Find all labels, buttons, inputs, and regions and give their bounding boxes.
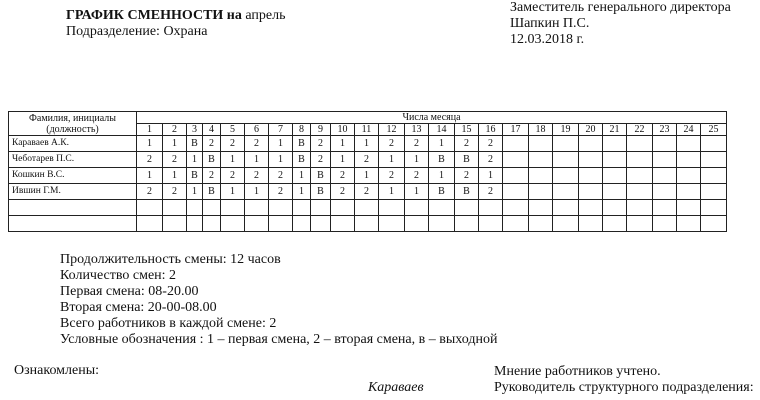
empty-cell bbox=[269, 200, 293, 216]
shift-cell: 2 bbox=[479, 184, 503, 200]
empty-cell bbox=[9, 200, 137, 216]
shift-cell bbox=[603, 184, 627, 200]
shift-cell bbox=[579, 152, 603, 168]
shift-cell bbox=[627, 136, 653, 152]
signature-karavaev: Караваев bbox=[368, 380, 424, 395]
second-shift: Вторая смена: 20-00-08.00 bbox=[60, 300, 217, 315]
day-number: 17 bbox=[503, 124, 529, 136]
shift-cell: В bbox=[311, 184, 331, 200]
shift-cell: 2 bbox=[405, 136, 429, 152]
shift-cell: В bbox=[455, 184, 479, 200]
day-number: 25 bbox=[701, 124, 727, 136]
shift-cell: 2 bbox=[163, 152, 187, 168]
shift-cell: 1 bbox=[245, 184, 269, 200]
empty-cell bbox=[603, 200, 627, 216]
shift-cell: В bbox=[187, 136, 203, 152]
shift-cell bbox=[553, 184, 579, 200]
day-number: 1 bbox=[137, 124, 163, 136]
document-title-month: апрель bbox=[241, 8, 286, 23]
shift-cell: 2 bbox=[221, 168, 245, 184]
empty-cell bbox=[677, 216, 701, 232]
day-number: 8 bbox=[293, 124, 311, 136]
day-number: 6 bbox=[245, 124, 269, 136]
shift-cell: 1 bbox=[479, 168, 503, 184]
empty-cell bbox=[355, 216, 379, 232]
empty-cell bbox=[405, 200, 429, 216]
shift-cell: 1 bbox=[137, 136, 163, 152]
shift-cell bbox=[553, 152, 579, 168]
shift-cell: 1 bbox=[405, 152, 429, 168]
shift-cell: 1 bbox=[163, 136, 187, 152]
shift-cell: 1 bbox=[293, 184, 311, 200]
shift-cell: 1 bbox=[163, 168, 187, 184]
shift-cell bbox=[579, 184, 603, 200]
shift-cell: 1 bbox=[331, 136, 355, 152]
shift-cell: 2 bbox=[331, 168, 355, 184]
shift-cell: В bbox=[311, 168, 331, 184]
day-number: 14 bbox=[429, 124, 455, 136]
approver-date: 12.03.2018 г. bbox=[510, 32, 585, 47]
day-number: 22 bbox=[627, 124, 653, 136]
shift-cell bbox=[701, 168, 727, 184]
empty-cell bbox=[293, 216, 311, 232]
employee-name: Караваев А.К. bbox=[9, 136, 137, 152]
empty-cell bbox=[163, 216, 187, 232]
shift-cell: 2 bbox=[245, 168, 269, 184]
shift-cell: 2 bbox=[379, 136, 405, 152]
day-number: 9 bbox=[311, 124, 331, 136]
shift-cell: 1 bbox=[221, 184, 245, 200]
empty-cell bbox=[455, 200, 479, 216]
empty-table-row bbox=[9, 216, 727, 232]
shift-cell: 2 bbox=[245, 136, 269, 152]
shift-cell: 2 bbox=[269, 168, 293, 184]
approver-position: Заместитель генерального директора bbox=[510, 0, 731, 15]
day-number: 20 bbox=[579, 124, 603, 136]
shift-cell bbox=[579, 168, 603, 184]
table-header-row bbox=[9, 112, 727, 124]
empty-cell bbox=[163, 200, 187, 216]
day-number: 23 bbox=[653, 124, 677, 136]
shift-cell: 1 bbox=[269, 152, 293, 168]
shift-cell bbox=[529, 184, 553, 200]
empty-cell bbox=[379, 200, 405, 216]
empty-cell bbox=[701, 200, 727, 216]
approver-name: Шапкин П.С. bbox=[510, 16, 590, 31]
day-number: 24 bbox=[677, 124, 701, 136]
name-column-header: Фамилия, инициалы (должность) bbox=[9, 112, 137, 136]
document-title-bold: ГРАФИК СМЕННОСТИ на bbox=[66, 8, 242, 23]
empty-cell bbox=[245, 216, 269, 232]
shift-cell: 1 bbox=[379, 152, 405, 168]
shift-cell: В bbox=[187, 168, 203, 184]
day-number: 11 bbox=[355, 124, 379, 136]
empty-cell bbox=[331, 216, 355, 232]
day-number: 19 bbox=[553, 124, 579, 136]
shift-cell: 2 bbox=[455, 136, 479, 152]
shift-cell: 2 bbox=[405, 168, 429, 184]
empty-cell bbox=[579, 200, 603, 216]
employee-name: Кошкин В.С. bbox=[9, 168, 137, 184]
shift-cell: В bbox=[455, 152, 479, 168]
workers-opinion: Мнение работников учтено. bbox=[494, 364, 661, 379]
empty-cell bbox=[603, 216, 627, 232]
subdivision-line: Подразделение: Охрана bbox=[66, 24, 208, 39]
shift-cell bbox=[627, 168, 653, 184]
day-number: 7 bbox=[269, 124, 293, 136]
shift-cell bbox=[653, 136, 677, 152]
shift-cell: 1 bbox=[293, 168, 311, 184]
shift-cell: 2 bbox=[221, 136, 245, 152]
shift-cell: В bbox=[203, 152, 221, 168]
shift-cell bbox=[677, 136, 701, 152]
empty-cell bbox=[221, 200, 245, 216]
shift-cell: В bbox=[203, 184, 221, 200]
day-number: 2 bbox=[163, 124, 187, 136]
empty-cell bbox=[293, 200, 311, 216]
shift-cell: 1 bbox=[429, 136, 455, 152]
shift-cell: 1 bbox=[355, 136, 379, 152]
shift-cell: 2 bbox=[203, 136, 221, 152]
day-number: 16 bbox=[479, 124, 503, 136]
empty-cell bbox=[187, 200, 203, 216]
day-number: 5 bbox=[221, 124, 245, 136]
shift-cell: 2 bbox=[311, 152, 331, 168]
shift-cell bbox=[603, 152, 627, 168]
shift-cell bbox=[653, 152, 677, 168]
shift-cell: 2 bbox=[479, 152, 503, 168]
empty-cell bbox=[429, 200, 455, 216]
shift-cell bbox=[529, 136, 553, 152]
employee-name: Чеботарев П.С. bbox=[9, 152, 137, 168]
shift-cell: В bbox=[293, 152, 311, 168]
empty-cell bbox=[311, 216, 331, 232]
empty-cell bbox=[503, 216, 529, 232]
day-number: 18 bbox=[529, 124, 553, 136]
shift-cell: 1 bbox=[221, 152, 245, 168]
shift-cell bbox=[529, 168, 553, 184]
shift-cell bbox=[503, 152, 529, 168]
shift-cell: 1 bbox=[405, 184, 429, 200]
table-row bbox=[9, 136, 727, 152]
empty-cell bbox=[553, 216, 579, 232]
table-row bbox=[9, 152, 727, 168]
shift-cell: В bbox=[293, 136, 311, 152]
empty-cell bbox=[203, 216, 221, 232]
shift-cell bbox=[553, 136, 579, 152]
shift-cell: 2 bbox=[331, 184, 355, 200]
shift-cell bbox=[553, 168, 579, 184]
empty-cell bbox=[137, 216, 163, 232]
acquainted-label: Ознакомлены: bbox=[14, 363, 100, 378]
shift-cell bbox=[653, 168, 677, 184]
shift-cell: 2 bbox=[455, 168, 479, 184]
shift-cell: 2 bbox=[355, 184, 379, 200]
shift-cell: 2 bbox=[203, 168, 221, 184]
empty-cell bbox=[479, 216, 503, 232]
document-title bbox=[66, 8, 285, 24]
shift-cell bbox=[503, 184, 529, 200]
shift-count: Количество смен: 2 bbox=[60, 268, 177, 283]
shift-cell: 1 bbox=[187, 152, 203, 168]
shift-cell: 1 bbox=[379, 184, 405, 200]
shift-cell bbox=[653, 184, 677, 200]
employee-name: Ившин Г.М. bbox=[9, 184, 137, 200]
empty-cell bbox=[653, 200, 677, 216]
shift-cell: 1 bbox=[137, 168, 163, 184]
day-number: 10 bbox=[331, 124, 355, 136]
shift-cell: В bbox=[429, 184, 455, 200]
empty-cell bbox=[405, 216, 429, 232]
shift-cell: 2 bbox=[137, 152, 163, 168]
shift-cell: 2 bbox=[137, 184, 163, 200]
day-number: 4 bbox=[203, 124, 221, 136]
empty-cell bbox=[137, 200, 163, 216]
shift-cell bbox=[627, 152, 653, 168]
shift-cell bbox=[677, 168, 701, 184]
shift-cell bbox=[627, 184, 653, 200]
shift-cell: 2 bbox=[163, 184, 187, 200]
empty-table-row bbox=[9, 200, 727, 216]
shift-cell bbox=[503, 168, 529, 184]
shift-cell: 1 bbox=[429, 168, 455, 184]
shift-cell: 1 bbox=[187, 184, 203, 200]
shift-cell: В bbox=[429, 152, 455, 168]
shift-duration: Продолжительность смены: 12 часов bbox=[60, 252, 281, 267]
day-number: 21 bbox=[603, 124, 627, 136]
empty-cell bbox=[203, 200, 221, 216]
empty-cell bbox=[579, 216, 603, 232]
empty-cell bbox=[331, 200, 355, 216]
day-number: 15 bbox=[455, 124, 479, 136]
empty-cell bbox=[355, 200, 379, 216]
shift-cell: 1 bbox=[331, 152, 355, 168]
empty-cell bbox=[9, 216, 137, 232]
shift-cell bbox=[701, 136, 727, 152]
empty-cell bbox=[187, 216, 203, 232]
empty-cell bbox=[653, 216, 677, 232]
table-row bbox=[9, 184, 727, 200]
empty-cell bbox=[553, 200, 579, 216]
shift-cell: 2 bbox=[311, 136, 331, 152]
shift-cell: 2 bbox=[355, 152, 379, 168]
shift-cell bbox=[677, 152, 701, 168]
empty-cell bbox=[529, 216, 553, 232]
shift-cell bbox=[701, 152, 727, 168]
workers-per-shift: Всего работников в каждой смене: 2 bbox=[60, 316, 277, 331]
day-number: 13 bbox=[405, 124, 429, 136]
first-shift: Первая смена: 08-20.00 bbox=[60, 284, 199, 299]
empty-cell bbox=[311, 200, 331, 216]
day-number: 3 bbox=[187, 124, 203, 136]
table-row bbox=[9, 168, 727, 184]
shift-cell bbox=[579, 136, 603, 152]
shift-cell: 1 bbox=[355, 168, 379, 184]
empty-cell bbox=[627, 200, 653, 216]
empty-cell bbox=[429, 216, 455, 232]
shift-cell: 2 bbox=[479, 136, 503, 152]
shift-cell bbox=[503, 136, 529, 152]
empty-cell bbox=[379, 216, 405, 232]
empty-cell bbox=[677, 200, 701, 216]
empty-cell bbox=[221, 216, 245, 232]
shift-cell: 1 bbox=[245, 152, 269, 168]
empty-cell bbox=[269, 216, 293, 232]
day-number: 12 bbox=[379, 124, 405, 136]
empty-cell bbox=[701, 216, 727, 232]
empty-cell bbox=[455, 216, 479, 232]
shift-cell: 2 bbox=[269, 184, 293, 200]
empty-cell bbox=[245, 200, 269, 216]
head-of-unit-label: Руководитель структурного подразделения: bbox=[494, 380, 754, 395]
shift-cell bbox=[701, 184, 727, 200]
legend-line: Условные обозначения : 1 – первая смена, 2 – вторая смена, в – выходной bbox=[60, 332, 498, 347]
shift-cell: 1 bbox=[269, 136, 293, 152]
shift-cell bbox=[603, 168, 627, 184]
shift-cell bbox=[603, 136, 627, 152]
empty-cell bbox=[503, 200, 529, 216]
shift-cell bbox=[529, 152, 553, 168]
empty-cell bbox=[479, 200, 503, 216]
empty-cell bbox=[529, 200, 553, 216]
empty-cell bbox=[627, 216, 653, 232]
shift-cell: 2 bbox=[379, 168, 405, 184]
shift-cell bbox=[677, 184, 701, 200]
shift-schedule-table bbox=[8, 111, 727, 232]
days-column-header: Числа месяца bbox=[137, 112, 727, 124]
